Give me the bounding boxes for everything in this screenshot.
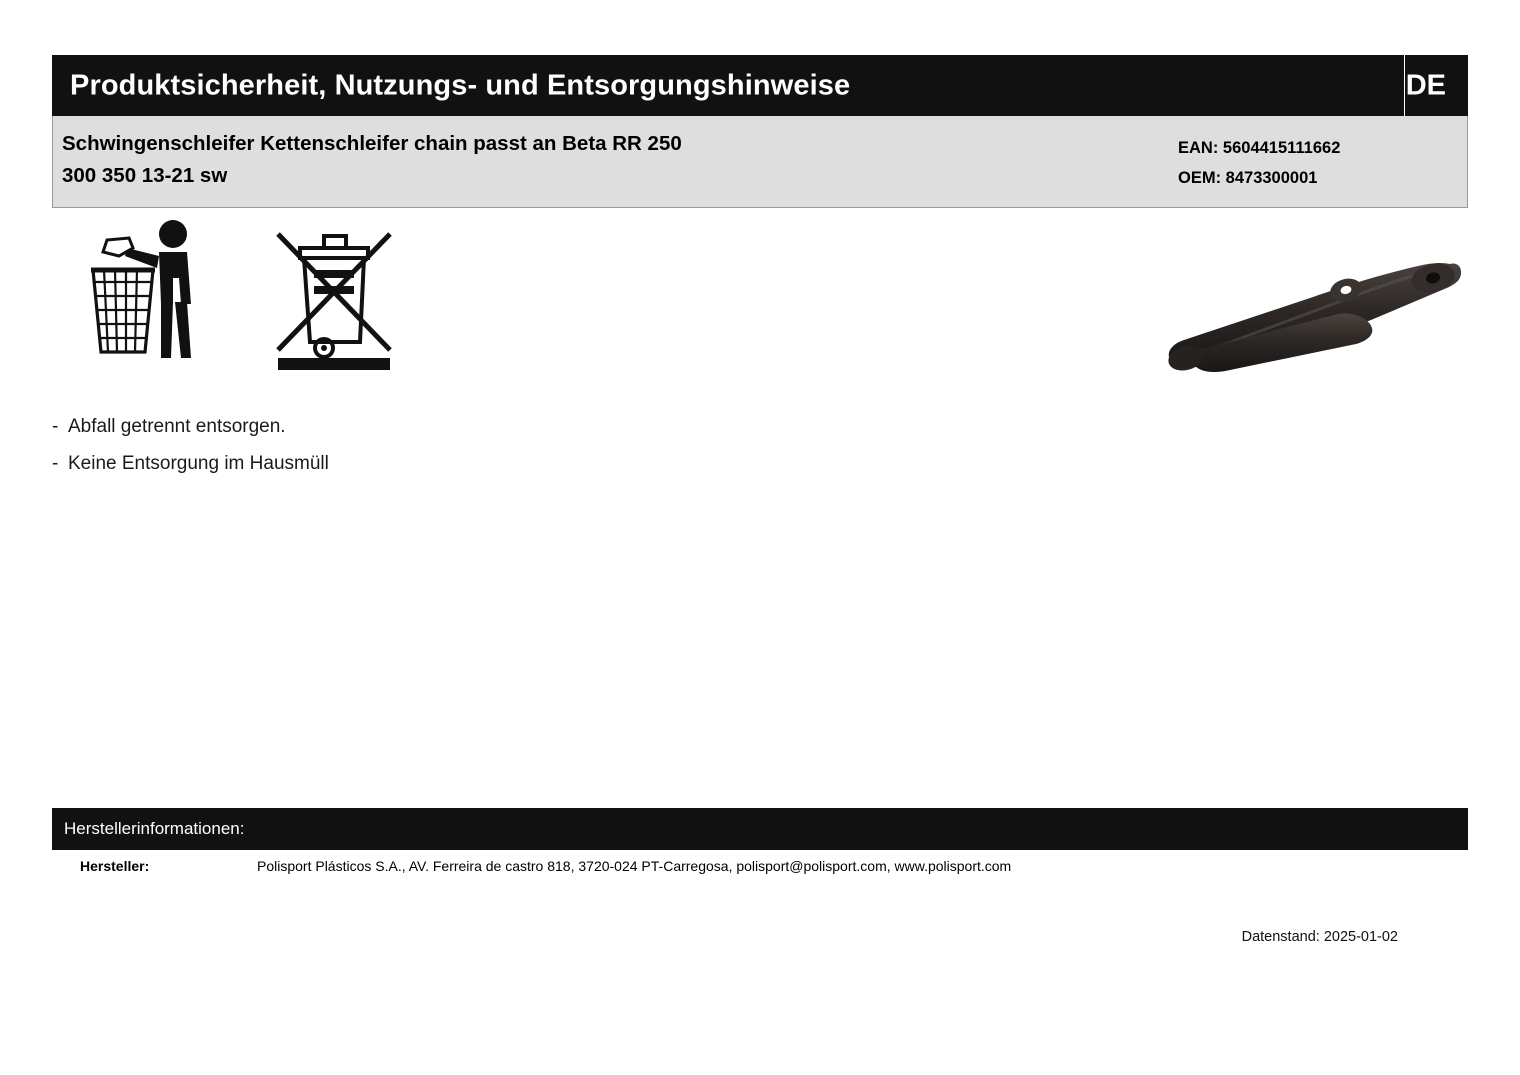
- weee-crossed-out-wheelie-bin-icon: [272, 220, 397, 377]
- list-item: [52, 445, 952, 482]
- pictogram-area: [52, 218, 472, 378]
- bullet-dash: -: [52, 416, 59, 437]
- list-item-label: Keine Entsorgung im Hausmüll: [68, 453, 329, 474]
- oem-code: OEM: 8473300001: [1178, 169, 1318, 187]
- product-name-line2: 300 350 13-21 sw: [62, 164, 228, 187]
- disposal-notes-list: [52, 408, 952, 482]
- list-item-label: Abfall getrennt entsorgen.: [68, 416, 286, 437]
- language-badge: DE: [1405, 69, 1446, 101]
- product-name: [62, 128, 1152, 192]
- ean-code: EAN: 5604415111662: [1178, 139, 1341, 157]
- page-title: Produktsicherheit, Nutzungs- und Entsorgungshinweise: [70, 69, 851, 101]
- litter-bin-man-icon: [87, 218, 222, 373]
- datestamp: Datenstand: 2025-01-02: [1241, 929, 1398, 945]
- product-info-bar: [52, 116, 1468, 208]
- swingarm-chain-slider-image: [1160, 250, 1470, 380]
- manufacturer-section-header: [52, 808, 1468, 850]
- bullet-dash: -: [52, 453, 59, 474]
- manufacturer-label: Hersteller:: [80, 858, 150, 874]
- manufacturer-row: [52, 858, 1468, 886]
- product-name-line1: Schwingenschleifer Kettenschleifer chain passt an Beta RR 250: [62, 132, 682, 155]
- document-header-bar: [52, 55, 1468, 116]
- manufacturer-section-title: Herstellerinformationen:: [64, 819, 245, 838]
- list-item: [52, 408, 952, 445]
- product-codes: [1178, 133, 1340, 193]
- manufacturer-address: Polisport Plásticos S.A., AV. Ferreira de castro 818, 3720-024 PT-Carregosa, polisport@polisport.com, www.polisport.com: [257, 858, 1012, 874]
